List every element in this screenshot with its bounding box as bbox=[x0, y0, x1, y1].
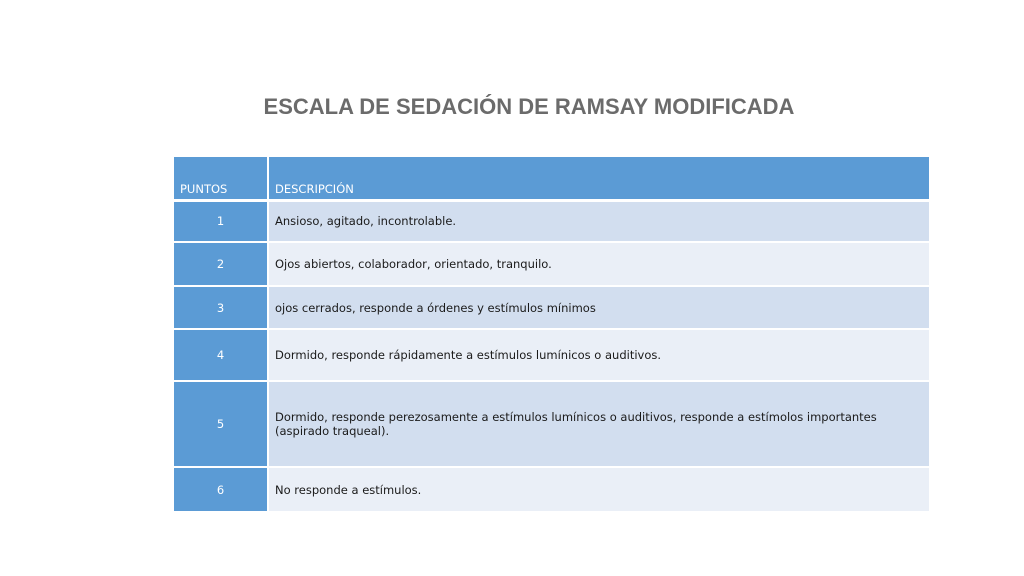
row-points: 4 bbox=[174, 329, 268, 381]
slide-title: ESCALA DE SEDACIÓN DE RAMSAY MODIFICADA bbox=[263, 94, 795, 119]
ramsay-scale-table bbox=[174, 157, 929, 511]
row-description: Dormido, responde perezosamente a estímulos lumínicos o auditivos, responde a estímolos importantes (aspirado traqueal). bbox=[268, 381, 929, 467]
row-points: 2 bbox=[174, 242, 268, 286]
table-row bbox=[174, 242, 929, 286]
row-points: 3 bbox=[174, 286, 268, 329]
table-row bbox=[174, 381, 929, 467]
row-description: Ojos abiertos, colaborador, orientado, tranquilo. bbox=[268, 242, 929, 286]
row-points: 6 bbox=[174, 467, 268, 511]
table-header-row bbox=[174, 157, 929, 200]
table-row bbox=[174, 329, 929, 381]
row-description: Dormido, responde rápidamente a estímulos lumínicos o auditivos. bbox=[268, 329, 929, 381]
table-row bbox=[174, 286, 929, 329]
row-description: Ansioso, agitado, incontrolable. bbox=[268, 200, 929, 242]
row-points: 1 bbox=[174, 200, 268, 242]
table-row bbox=[174, 200, 929, 242]
points-column-header: PUNTOS bbox=[174, 157, 268, 200]
description-column-header: DESCRIPCIÓN bbox=[268, 157, 929, 200]
table-row bbox=[174, 467, 929, 511]
row-description: No responde a estímulos. bbox=[268, 467, 929, 511]
row-points: 5 bbox=[174, 381, 268, 467]
row-description: ojos cerrados, responde a órdenes y estímulos mínimos bbox=[268, 286, 929, 329]
